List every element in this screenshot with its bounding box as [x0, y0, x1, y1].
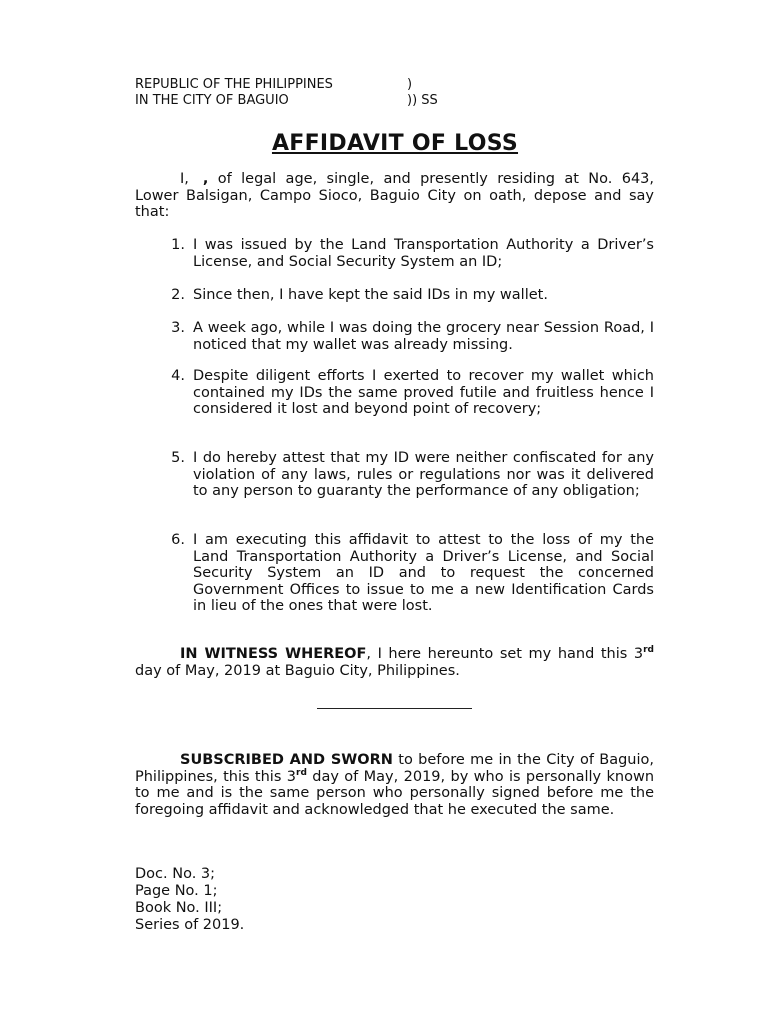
intro-prefix: I, [180, 171, 189, 187]
item-number: 4. [171, 368, 185, 384]
item-text: I am executing this affidavit to attest to the loss of my the Land Transportation Authority a Driver’s License, and Social Security System an ID and to request the concerned Government Offices to issue to me a new Identification Cards in lieu of the ones that were lost. [193, 532, 654, 615]
item-number: 2. [171, 287, 185, 303]
intro-paragraph [135, 171, 654, 221]
intro-comma: , [202, 171, 209, 187]
list-item [135, 320, 654, 353]
item-text: Since then, I have kept the said IDs in my wallet. [193, 287, 548, 303]
page-number: Page No. 1; [135, 883, 218, 899]
venue-block [135, 77, 438, 108]
book-number: Book No. III; [135, 900, 223, 916]
venue-ss: )) SS [407, 92, 438, 108]
document-title: AFFIDAVIT OF LOSS [271, 131, 519, 156]
venue-line-2 [135, 93, 438, 109]
venue-line-1 [135, 77, 438, 93]
item-text: I do hereby attest that my ID were neither confiscated for any violation of any laws, rules or regulations nor was it delivered to any person to guaranty the performance of any obligation; [193, 450, 654, 500]
signature-line [317, 708, 472, 709]
notarial-register [135, 866, 244, 934]
list-item [135, 368, 654, 418]
jurat-text-2: day of May, 2019, by who is personally known to me and is the same person who personally signed before me the foregoing affidavit and acknowledged that he executed the same. [135, 768, 655, 818]
list-item [135, 287, 654, 304]
witness-ordinal: rd [643, 645, 654, 656]
venue-city: IN THE CITY OF BAGUIO [135, 92, 289, 108]
venue-bracket-1: ) [407, 77, 413, 92]
witness-text-2: day of May, 2019 at Baguio City, Philippines. [135, 662, 460, 679]
jurat-paragraph [135, 752, 654, 818]
list-item [135, 450, 654, 500]
witness-text-1: , I here hereunto set my hand this 3 [366, 646, 644, 662]
item-text: I was issued by the Land Transportation Authority a Driver’s License, and Social Security System an ID; [193, 237, 654, 270]
item-number: 3. [171, 320, 185, 336]
witness-lead: IN WITNESS WHEREOF [180, 646, 367, 662]
item-text: Despite diligent efforts I exerted to recover my wallet which contained my IDs the same proved futile and fruitless hence I considered it lost and beyond point of recovery; [193, 368, 654, 418]
jurat-ordinal: rd [296, 767, 307, 778]
series-year: Series of 2019. [135, 917, 245, 933]
list-item [135, 532, 654, 615]
item-number: 5. [171, 450, 185, 466]
list-item [135, 237, 654, 270]
jurat-lead: SUBSCRIBED AND SWORN [180, 752, 393, 768]
item-number: 1. [171, 237, 185, 253]
intro-text: of legal age, single, and presently residing at No. 643, Lower Balsigan, Campo Sioco, Baguio City on oath, depose and say that: [135, 171, 655, 221]
doc-number: Doc. No. 3; [135, 866, 216, 882]
witness-paragraph [135, 646, 654, 679]
jurat-text-1: to before me in the City of Baguio, Philippines, this this 3 [135, 752, 654, 785]
item-text: A week ago, while I was doing the grocery near Session Road, I noticed that my wallet was already missing. [193, 320, 654, 353]
item-number: 6. [171, 532, 185, 548]
venue-country: REPUBLIC OF THE PHILIPPINES [135, 77, 333, 92]
